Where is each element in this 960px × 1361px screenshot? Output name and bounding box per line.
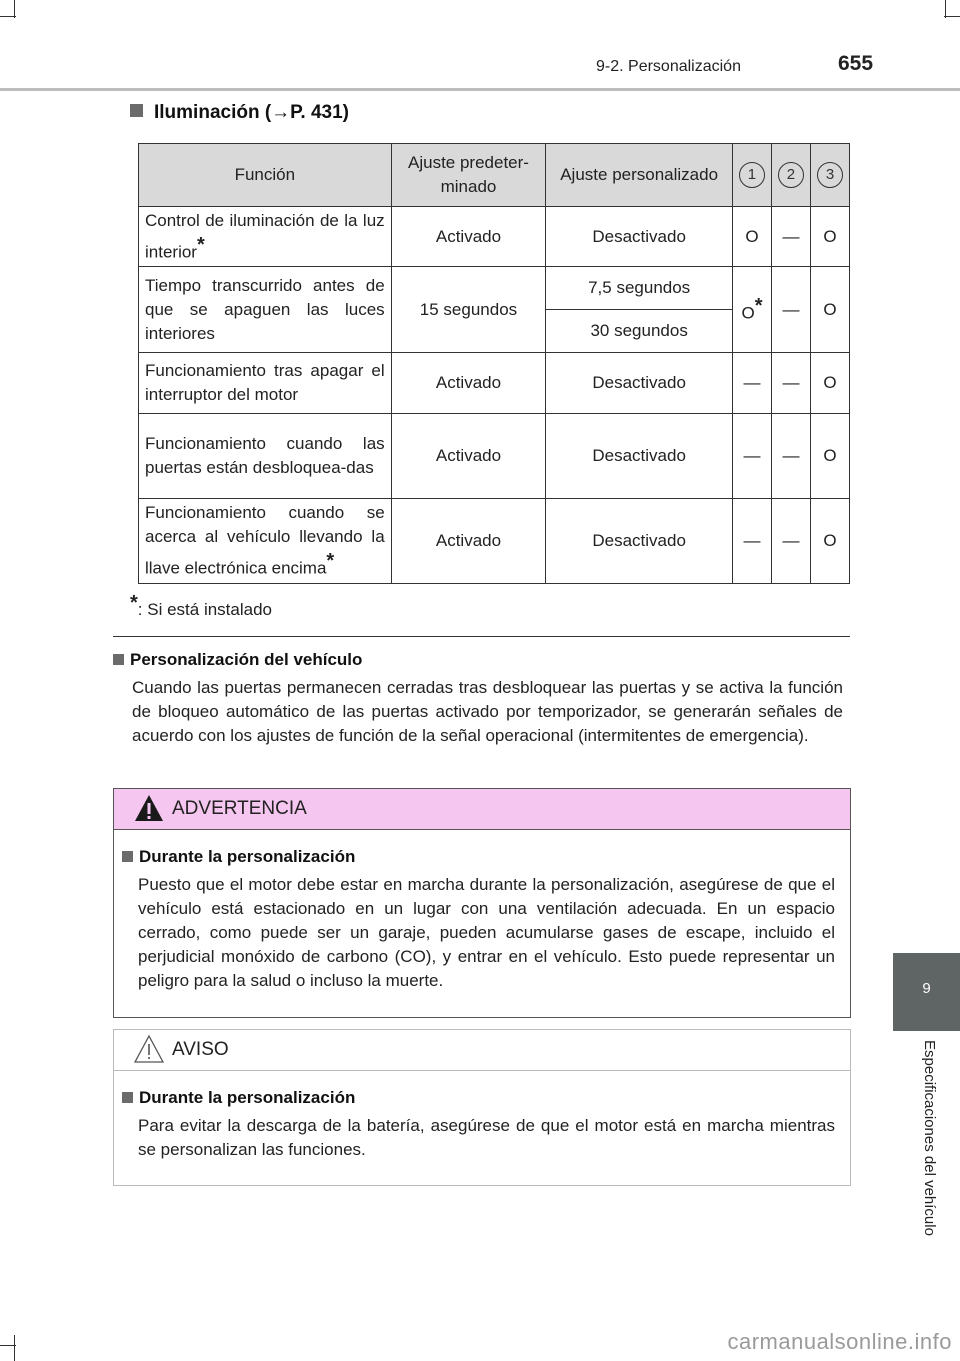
header-circle-2 bbox=[771, 144, 810, 207]
setting-2-cell: — bbox=[771, 267, 810, 353]
header-custom: Ajuste personalizado bbox=[546, 144, 733, 207]
setting-3-cell: O bbox=[810, 207, 849, 267]
default-cell: Activado bbox=[391, 414, 546, 499]
warning-title-bar bbox=[114, 789, 850, 830]
square-bullet-icon bbox=[130, 104, 143, 117]
setting-3-cell: O bbox=[810, 353, 849, 414]
settings-table bbox=[138, 143, 850, 584]
setting-3-cell: O bbox=[810, 499, 849, 584]
setting-1-cell: — bbox=[732, 353, 771, 414]
function-cell: Control de iluminación de la luz interior* bbox=[139, 207, 392, 267]
warning-body: Puesto que el motor debe estar en marcha durante la personalización, asegúrese de que el vehículo está estacionado en un lugar con una ventilación adecuada. En un espacio cerrado, como puede ser un garaje, pueden acumularse gases de escape, incluido el perjudicial monóxido de carbono (CO), y entrar en el vehículo. Esto puede representar un peligro para la salud o incluso la muerte. bbox=[138, 875, 835, 990]
header-rule bbox=[0, 88, 960, 91]
setting-2-cell: — bbox=[771, 499, 810, 584]
setting-1-cell: O* bbox=[732, 267, 771, 353]
function-cell: Funcionamiento cuando las puertas están desbloquea-das bbox=[139, 414, 392, 499]
header-circle-3 bbox=[810, 144, 849, 207]
notice-box bbox=[113, 1029, 851, 1186]
section-heading bbox=[130, 102, 349, 124]
asterisk-mark: * bbox=[196, 233, 205, 256]
subsection-body: Cuando las puertas permanecen cerradas tras desbloquear las puertas y se activa la función de bloqueo automático de las puertas activado por temporizador, se generarán señales de acuerdo con los ajustes de función de la señal operacional (intermitentes de emergencia). bbox=[132, 678, 843, 745]
setting-1-cell: — bbox=[732, 499, 771, 584]
table-header-row bbox=[139, 144, 850, 207]
warning-triangle-icon bbox=[134, 793, 164, 823]
function-cell: Funcionamiento cuando se acerca al vehículo llevando la llave electrónica encima* bbox=[139, 499, 392, 584]
crop-mark bbox=[14, 1335, 15, 1361]
page-number: 655 bbox=[838, 52, 874, 75]
crop-mark bbox=[944, 16, 960, 17]
setting-2-cell: — bbox=[771, 414, 810, 499]
warning-box bbox=[113, 788, 851, 1018]
square-bullet-icon bbox=[122, 851, 133, 862]
default-cell: Activado bbox=[391, 207, 546, 267]
warning-heading: Durante la personalización bbox=[122, 847, 355, 867]
setting-1-cell: O bbox=[732, 207, 771, 267]
chapter-title: Especificaciones del vehículo bbox=[921, 1040, 938, 1236]
table-row bbox=[139, 499, 850, 584]
square-bullet-icon bbox=[113, 654, 124, 665]
table-row bbox=[139, 414, 850, 499]
circled-3-icon: 3 bbox=[817, 162, 843, 188]
circled-2-icon: 2 bbox=[778, 162, 804, 188]
default-cell: 15 segundos bbox=[391, 267, 546, 353]
setting-2-cell: — bbox=[771, 353, 810, 414]
header-funcion: Función bbox=[139, 144, 392, 207]
section-divider bbox=[113, 636, 850, 637]
chapter-tab bbox=[893, 953, 960, 1031]
header-circle-1 bbox=[732, 144, 771, 207]
header-default: Ajuste predeter-minado bbox=[391, 144, 546, 207]
notice-heading: Durante la personalización bbox=[122, 1088, 355, 1108]
custom-cell: 7,5 segundos bbox=[546, 267, 733, 310]
setting-2-cell: — bbox=[771, 207, 810, 267]
table-row bbox=[139, 207, 850, 267]
running-header-section: 9-2. Personalización bbox=[596, 58, 741, 75]
watermark: carmanualsonline.info bbox=[727, 1329, 952, 1354]
subsection-heading: Personalización del vehículo bbox=[113, 650, 362, 670]
asterisk-mark: * bbox=[754, 294, 763, 317]
footnote-asterisk: * bbox=[130, 592, 138, 614]
custom-cell: Desactivado bbox=[546, 353, 733, 414]
setting-3-cell: O bbox=[810, 414, 849, 499]
custom-cell: Desactivado bbox=[546, 207, 733, 267]
chapter-number: 9 bbox=[922, 980, 931, 997]
default-cell: Activado bbox=[391, 353, 546, 414]
caution-triangle-icon bbox=[134, 1034, 164, 1064]
custom-cell: Desactivado bbox=[546, 499, 733, 584]
notice-title: AVISO bbox=[172, 1039, 229, 1060]
default-cell: Activado bbox=[391, 499, 546, 584]
circled-1-icon: 1 bbox=[739, 162, 765, 188]
table-footnote: *: Si está instalado bbox=[130, 592, 272, 619]
asterisk-mark: * bbox=[326, 550, 335, 573]
notice-body: Para evitar la descarga de la batería, asegúrese de que el motor está en marcha mientras se personalizan las funciones. bbox=[138, 1116, 835, 1159]
function-cell: Tiempo transcurrido antes de que se apaguen las luces interiores bbox=[139, 267, 392, 353]
crop-mark bbox=[0, 16, 16, 17]
function-cell: Funcionamiento tras apagar el interruptor del motor bbox=[139, 353, 392, 414]
section-heading-text: Iluminación (→P. 431) bbox=[154, 102, 349, 123]
warning-title: ADVERTENCIA bbox=[172, 798, 307, 819]
setting-3-cell: O bbox=[810, 267, 849, 353]
custom-cell: Desactivado bbox=[546, 414, 733, 499]
setting-1-cell: — bbox=[732, 414, 771, 499]
notice-title-bar bbox=[114, 1030, 850, 1071]
table-row bbox=[139, 353, 850, 414]
crop-mark bbox=[0, 1345, 16, 1346]
table-row bbox=[139, 267, 850, 310]
custom-cell: 30 segundos bbox=[546, 310, 733, 353]
square-bullet-icon bbox=[122, 1092, 133, 1103]
